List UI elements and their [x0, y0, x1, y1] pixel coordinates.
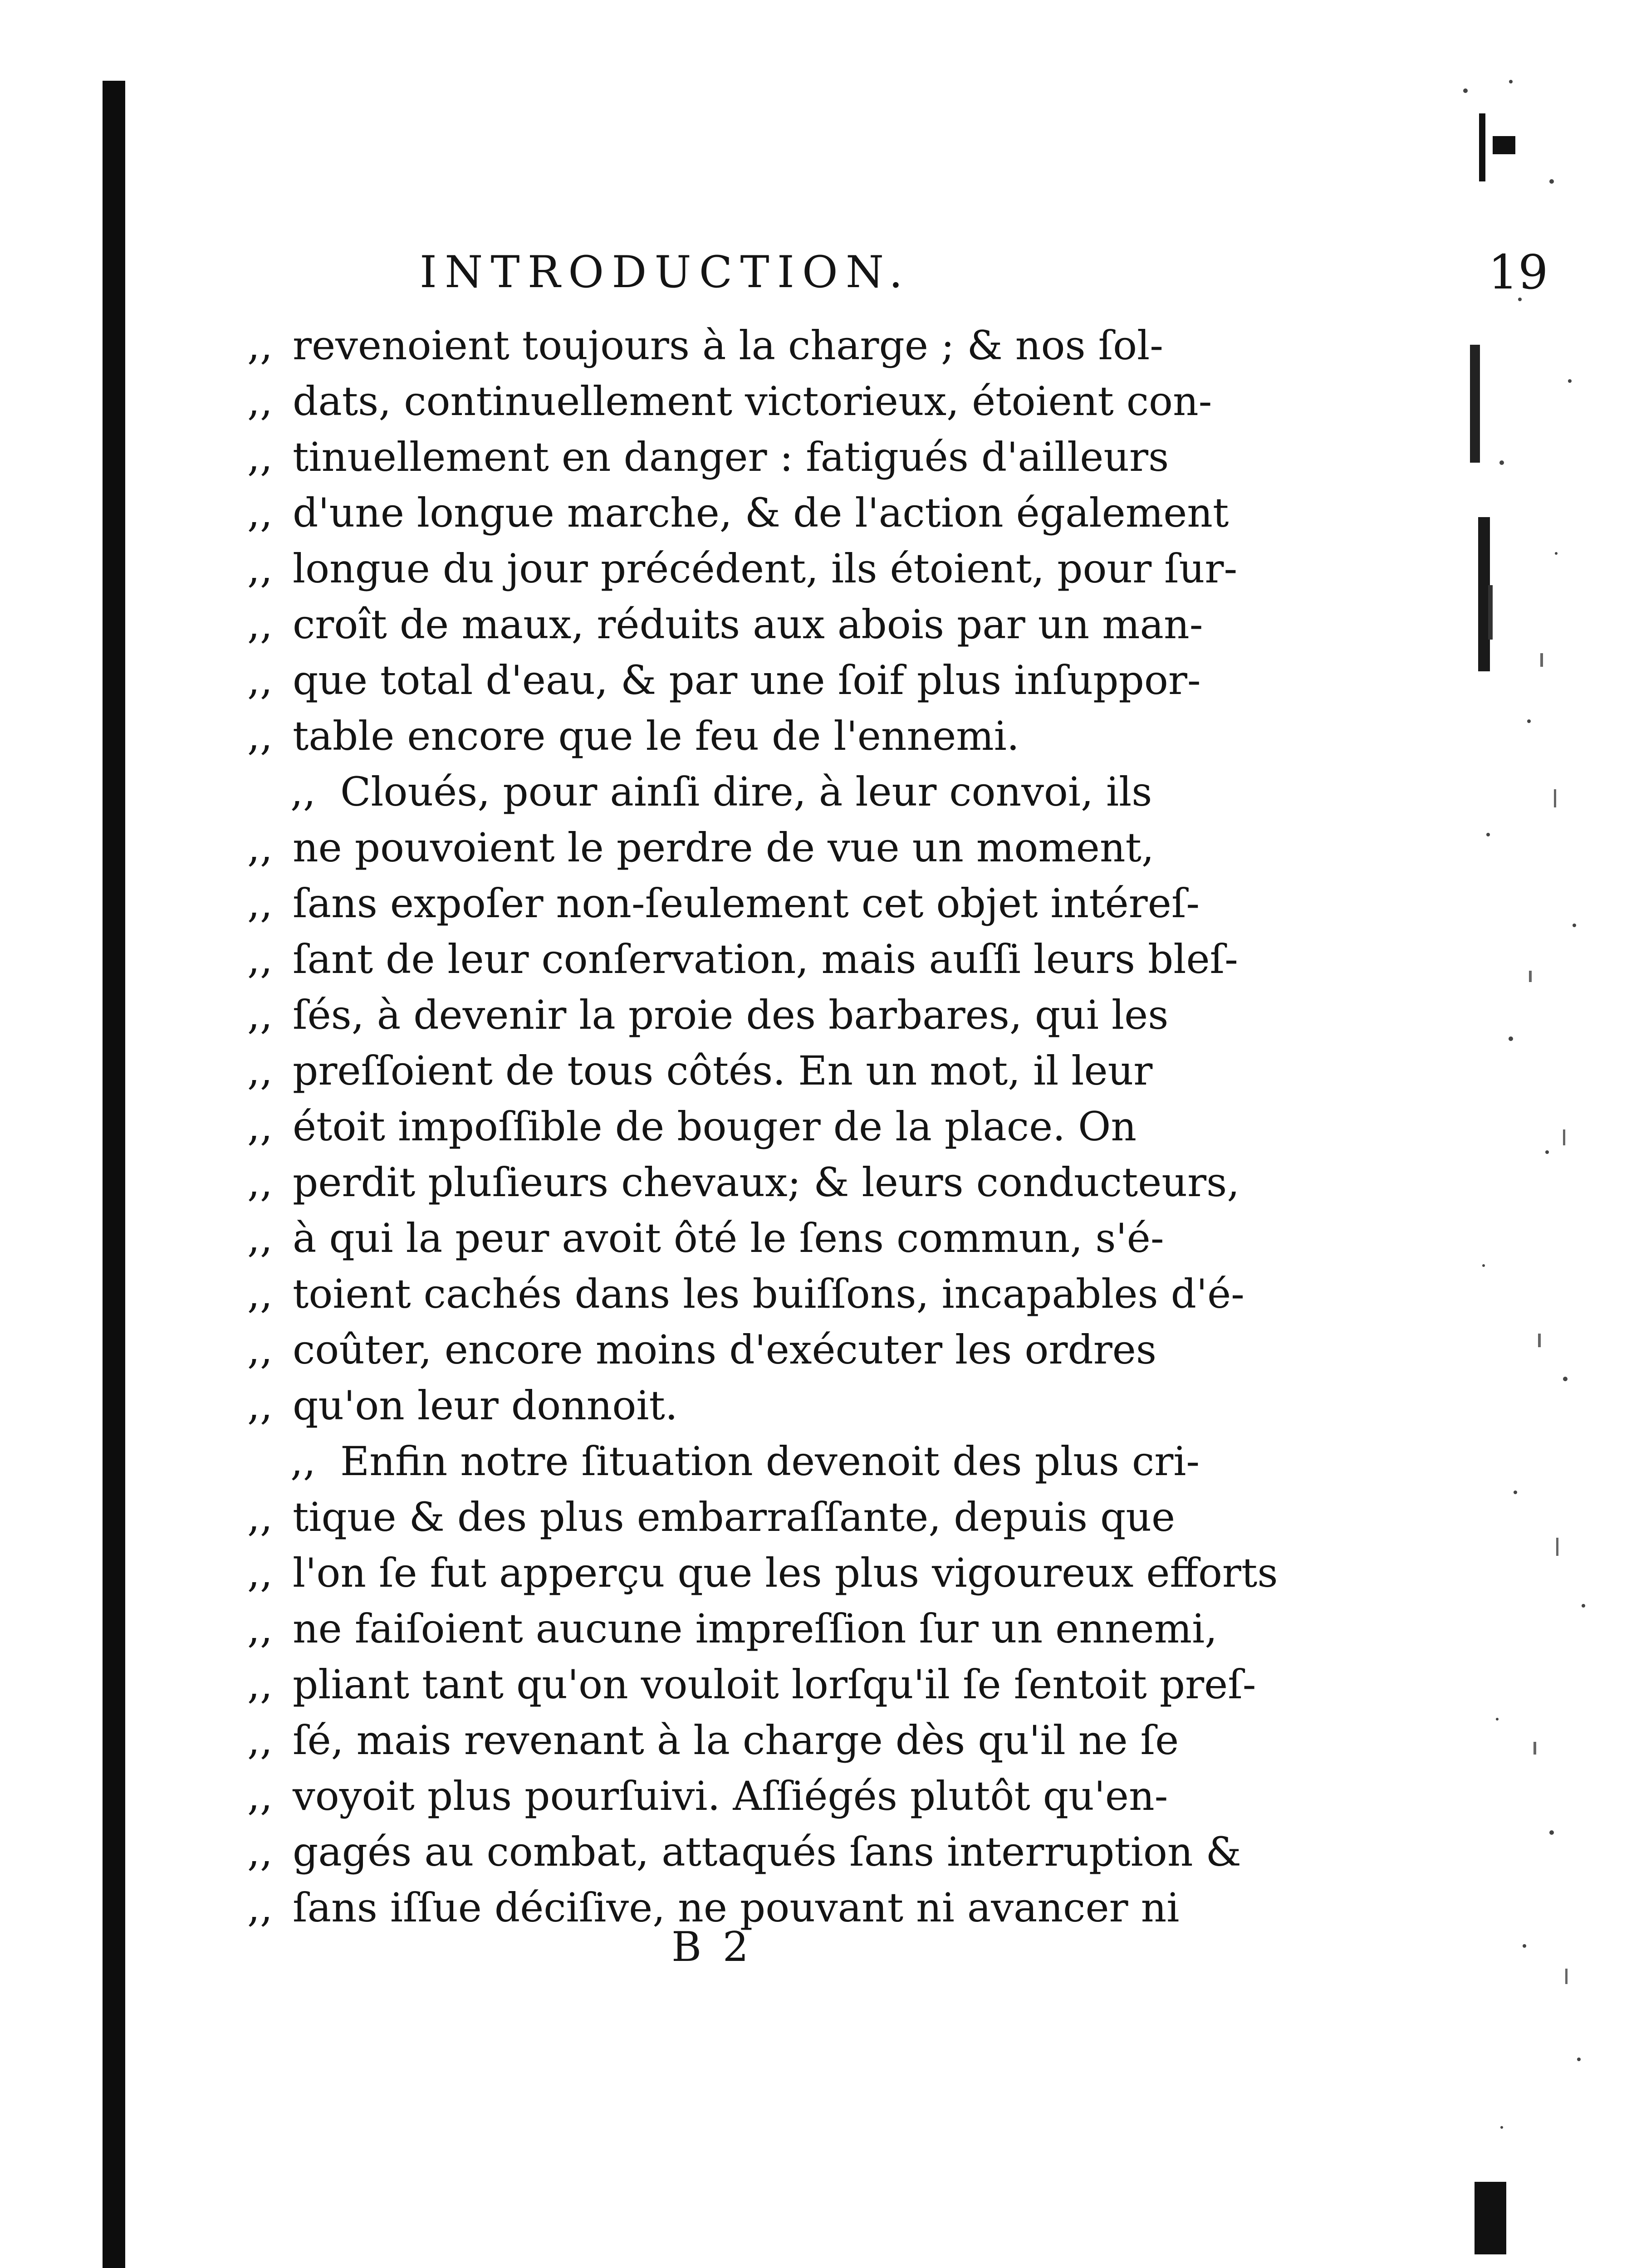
line-text: gagés au combat, attaqués ſans interruption &: [293, 1828, 1241, 1875]
line-text: ne faiſoient aucune impreſſion ſur un ennemi,: [293, 1605, 1218, 1652]
text-line: [247, 1489, 1176, 1545]
quote-mark: ,,: [247, 434, 273, 480]
text-line: [247, 1266, 1244, 1322]
binding-shadow: [103, 81, 125, 2268]
text-line: [247, 1768, 1168, 1824]
text-line: [247, 1099, 1137, 1154]
line-text: étoit impoſſible de bouger de la place. On: [293, 1103, 1137, 1150]
line-text: ne pouvoient le perdre de vue un moment,: [293, 824, 1154, 871]
body-text: [247, 318, 1278, 1936]
quote-mark: ,,: [247, 1828, 273, 1875]
text-line: [247, 429, 1169, 485]
text-line: [247, 875, 1200, 931]
quote-mark: ,,: [247, 1271, 273, 1317]
text-line: [247, 1043, 1153, 1099]
line-text: d'une longue marche, & de l'action également: [293, 489, 1229, 536]
text-line: [247, 1154, 1240, 1210]
quote-mark: ,,: [247, 992, 273, 1038]
quote-mark: ,,: [247, 322, 273, 369]
text-line: [247, 596, 1203, 652]
text-line: [247, 1322, 1157, 1378]
quote-mark: ,,: [247, 936, 273, 982]
running-head: [420, 244, 1548, 300]
quote-mark: ,,: [247, 1773, 273, 1819]
text-line: [247, 987, 1169, 1043]
line-text: ſés, à devenir la proie des barbares, qui les: [293, 992, 1169, 1038]
line-text: l'on ſe fut apperçu que les plus vigoureux efforts: [293, 1549, 1278, 1596]
quote-mark: ,,: [247, 1159, 273, 1206]
quote-mark: ,,: [247, 824, 273, 871]
text-line: [247, 1433, 1200, 1489]
quote-mark: ,,: [247, 489, 273, 536]
text-line: [247, 820, 1154, 875]
page-edge-speckle: [1461, 64, 1611, 2268]
text-line: [247, 1657, 1256, 1712]
text-line: [247, 1824, 1241, 1880]
quote-mark: ,,: [247, 601, 273, 648]
quote-mark: ,,: [247, 1103, 273, 1150]
quote-mark: ,,: [247, 1717, 273, 1764]
line-text: Enfin notre ſituation devenoit des plus cri-: [340, 1438, 1200, 1485]
line-text: ſé, mais revenant à la charge dès qu'il ne ſe: [293, 1717, 1179, 1764]
quote-mark: ,,: [247, 1661, 273, 1708]
quote-mark: ,,: [247, 545, 273, 592]
line-text: preſſoient de tous côtés. En un mot, il leur: [293, 1047, 1153, 1094]
signature-mark: B 2: [671, 1923, 753, 1971]
text-line: [247, 708, 1137, 764]
line-text: ſans iſſue déciſive, ne pouvant ni avancer ni: [293, 1884, 1180, 1931]
text-line: [247, 485, 1229, 541]
quote-mark: ,,: [247, 1549, 273, 1596]
line-text: table encore que le feu de l'ennemi.: [293, 713, 1019, 759]
line-text: Cloués, pour ainſi dire, à leur convoi, ils: [340, 768, 1152, 815]
line-text: longue du jour précédent, ils étoient, pour ſur-: [293, 545, 1238, 592]
line-text: ſant de leur conſervation, mais auſſi leurs bleſ-: [293, 936, 1238, 982]
quote-mark: ,,: [290, 768, 316, 815]
line-text: tinuellement en danger : fatigués d'ailleurs: [293, 434, 1169, 480]
line-text: coûter, encore moins d'exécuter les ordres: [293, 1326, 1157, 1373]
line-text: perdit pluſieurs chevaux; & leurs conducteurs,: [293, 1159, 1240, 1206]
quote-mark: ,,: [247, 1605, 273, 1652]
text-line: [247, 1378, 1137, 1433]
text-line: [247, 1712, 1179, 1768]
text-line: [247, 931, 1238, 987]
text-line: [247, 373, 1212, 429]
quote-mark: ,,: [247, 378, 273, 425]
quote-mark: ,,: [247, 1884, 273, 1931]
quote-mark: ,,: [247, 1326, 273, 1373]
quote-mark: ,,: [247, 1494, 273, 1540]
text-line: [247, 318, 1164, 373]
line-text: que total d'eau, & par une ſoif plus inſuppor-: [293, 657, 1201, 704]
quote-mark: ,,: [247, 880, 273, 927]
line-text: tique & des plus embarraſſante, depuis que: [293, 1494, 1176, 1540]
text-line: [247, 541, 1238, 596]
line-text: voyoit plus pourſuivi. Aſſiégés plutôt qu'en-: [293, 1773, 1168, 1819]
quote-mark: ,,: [247, 713, 273, 759]
line-text: pliant tant qu'on vouloit lorſqu'il ſe ſentoit preſ-: [293, 1661, 1256, 1708]
line-text: qu'on leur donnoit.: [293, 1382, 678, 1429]
quote-mark: ,,: [290, 1438, 316, 1485]
quote-mark: ,,: [247, 657, 273, 704]
running-title: INTRODUCTION.: [420, 247, 911, 298]
line-text: à qui la peur avoit ôté le ſens commun, s'é-: [293, 1215, 1164, 1261]
text-line: [247, 1210, 1164, 1266]
quote-mark: ,,: [247, 1382, 273, 1429]
line-text: revenoient toujours à la charge ; & nos ſol-: [293, 322, 1164, 369]
page-number: 19: [1488, 244, 1548, 300]
quote-mark: ,,: [247, 1047, 273, 1094]
text-line: [247, 764, 1152, 820]
line-text: croît de maux, réduits aux abois par un man-: [293, 601, 1203, 648]
line-text: toient cachés dans les buiſſons, incapables d'é-: [293, 1271, 1244, 1317]
line-text: ſans expoſer non-ſeulement cet objet intéreſ-: [293, 880, 1200, 927]
text-line: [247, 652, 1201, 708]
line-text: dats, continuellement victorieux, étoient con-: [293, 378, 1212, 425]
text-line: [247, 1601, 1218, 1657]
quote-mark: ,,: [247, 1215, 273, 1261]
text-line: [247, 1545, 1278, 1601]
